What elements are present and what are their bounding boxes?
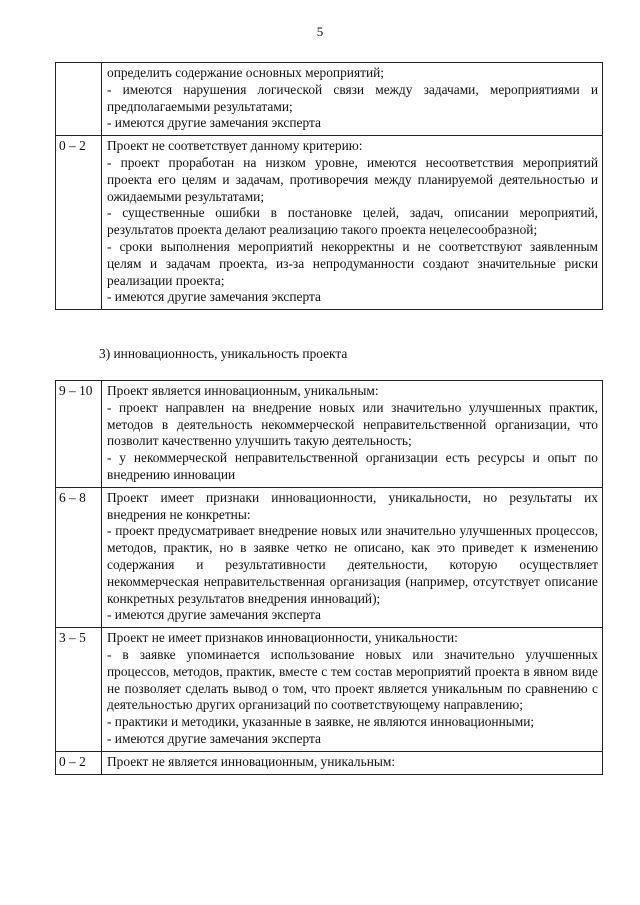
criteria-line: - имеются другие замечания эксперта — [107, 289, 321, 305]
criteria-row — [56, 751, 603, 774]
criteria-row — [56, 487, 603, 627]
criteria-line: - проект предусматривает внедрение новых или значительно улучшенных процессов, методов, практик, но в заявке четко не описано, как это приведет к изменению содержания и результативности деятельности, которую осуществляет некоммерческая неправительственная организация (например, отсутствует описание конкретных результатов внедрения инноваций); — [107, 523, 598, 606]
criteria-table-body — [56, 63, 603, 310]
criteria-row — [56, 381, 603, 488]
criteria-line: - проект направлен на внедрение новых или значительно улучшенных практик, методов в деятельность некоммерческой неправительственной организации, что позволит качественно улучшить такую деятельность; — [107, 399, 598, 449]
criteria-description-cell — [102, 628, 603, 752]
criteria-line: - в заявке упоминается использование новых или значительно улучшенных процессов, методов, практик, вместе с тем состав мероприятий проекта в явном виде не позволяет сделать вывод о том, что проект является уникальным по сравнению с деятельностью других организаций по соответствующему направлению; — [107, 646, 598, 713]
criteria-table-innovation — [55, 380, 603, 775]
criteria-line: - практики и методики, указанные в заявке, не являются инновационными; — [107, 714, 535, 730]
criteria-description-cell — [102, 136, 603, 310]
page-number: 5 — [316, 24, 324, 39]
score-range-cell: 0 – 2 — [56, 136, 102, 310]
criteria-line: - имеются другие замечания эксперта — [107, 115, 321, 131]
criteria-line: Проект не является инновационным, уникальным: — [107, 753, 396, 769]
criteria-line: Проект является инновационным, уникальным: — [107, 383, 379, 398]
score-range-cell — [56, 63, 102, 136]
criteria-line: Проект не соответствует данному критерию: — [107, 138, 363, 154]
criteria-line: Проект имеет признаки инновационности, уникальности, но результаты их внедрения не конкретны: — [107, 489, 598, 522]
score-range-cell: 6 – 8 — [56, 487, 102, 627]
criteria-row — [56, 136, 603, 310]
criteria-line: - имеются другие замечания эксперта — [107, 730, 321, 746]
criteria-row — [56, 63, 603, 136]
criteria-table-planning — [55, 62, 603, 310]
criteria-line: - существенные ошибки в постановке целей, задач, описании мероприятий, результатов проекта делают реализацию такого проекта нецелесообразной; — [107, 205, 598, 238]
criteria-description-cell — [102, 381, 603, 488]
criteria-description-cell — [102, 63, 603, 136]
criteria-line: Проект не имеет признаков инновационности, уникальности: — [107, 630, 458, 646]
criteria-line: - имеются другие замечания эксперта — [107, 607, 321, 623]
score-range-cell: 9 – 10 — [56, 381, 102, 488]
criteria-line: - у некоммерческой неправительственной организации есть ресурсы и опыт по внедрению инновации — [107, 450, 598, 482]
section-heading: 3) инновационность, уникальность проекта — [99, 346, 348, 361]
score-range-cell: 3 – 5 — [56, 628, 102, 752]
criteria-table-body — [56, 381, 603, 775]
criteria-line: - проект проработан на низком уровне, имеются несоответствия мероприятий проекта его целям и задачам, противоречия между планируемой деятельностью и ожидаемыми результатами; — [107, 154, 598, 204]
criteria-line: - сроки выполнения мероприятий некорректны и не соответствуют заявленным целям и задачам проекта, из-за непродуманности создают значительные риски реализации проекта; — [107, 238, 598, 288]
criteria-description-cell — [102, 487, 603, 627]
criteria-description-cell — [102, 751, 603, 774]
criteria-line: определить содержание основных мероприятий; — [107, 65, 385, 80]
criteria-row — [56, 628, 603, 752]
criteria-line: - имеются нарушения логической связи между задачами, мероприятиями и предполагаемыми результатами; — [107, 81, 598, 114]
score-range-cell: 0 – 2 — [56, 751, 102, 774]
